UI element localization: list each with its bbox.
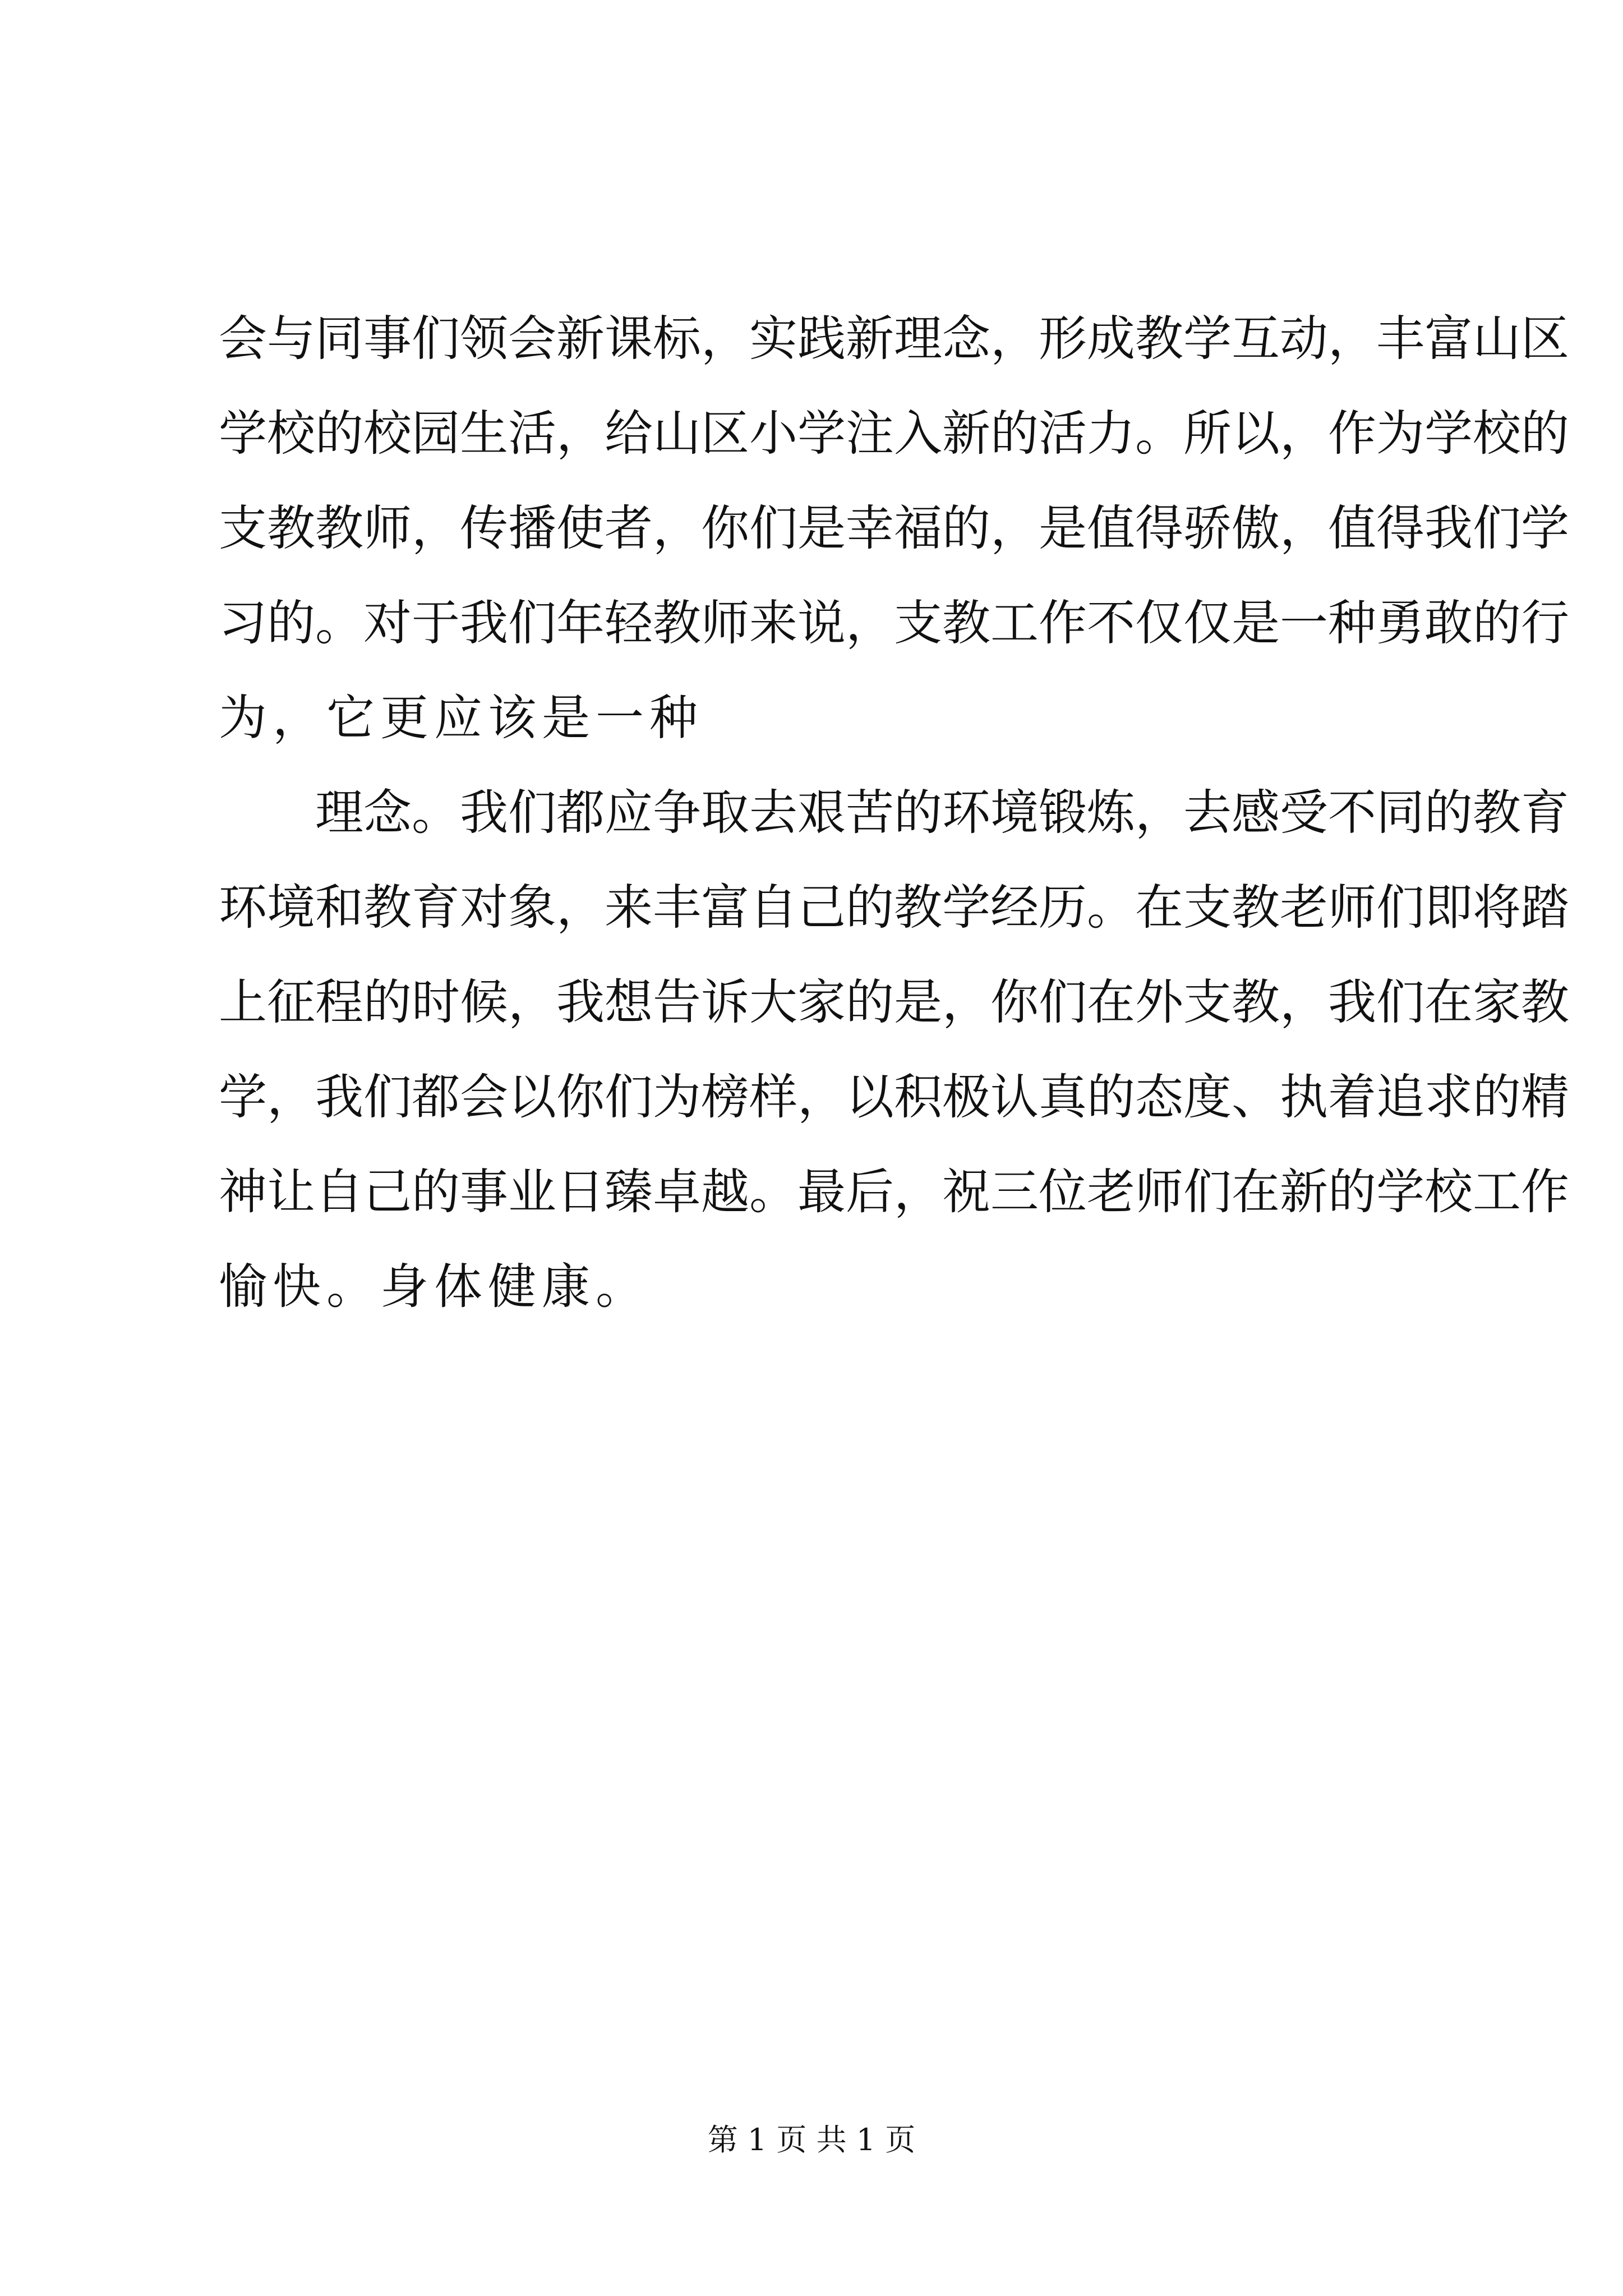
text-line: 环 境 和 教 育 对 象 ， 来 丰 富 自 己 的 教 学 经 历 。 在 支 教 老 师 们 即 将 踏 (219, 880, 1569, 936)
text-line: 支 教 教 师 ， 传 播 使 者 ， 你 们 是 幸 福 的 ， 是 值 得 骄 傲 ， 值 得 我 们 学 (219, 500, 1569, 556)
text-line: 神 让 自 己 的 事 业 日 臻 卓 越 。 最 后 ， 祝 三 位 老 师 们 在 新 的 学 校 工 作 (219, 1164, 1569, 1220)
page-footer: 第 1 页 共 1 页 (707, 2122, 916, 2157)
text-line: 会 与 同 事 们 领 会 新 课 标 ， 实 践 新 理 念 ， 形 成 教 学 互 动 ， 丰 富 山 区 (219, 311, 1569, 367)
text-line: 学 ， 我 们 都 会 以 你 们 为 榜 样 ， 以 积 极 认 真 的 态 度 、 执 着 追 求 的 精 (219, 1069, 1569, 1125)
text-line: 愉快。身体健康。 (219, 1259, 649, 1315)
text-line: 上 征 程 的 时 候 ， 我 想 告 诉 大 家 的 是 ， 你 们 在 外 支 教 ， 我 们 在 家 教 (219, 974, 1569, 1030)
text-line: 学 校 的 校 园 生 活 ， 给 山 区 小 学 注 入 新 的 活 力 。 所 以 ， 作 为 学 校 的 (219, 406, 1569, 462)
body-text (219, 292, 1569, 1335)
text-line: 习 的 。 对 于 我 们 年 轻 教 师 来 说 ， 支 教 工 作 不 仅 仅 是 一 种 勇 敢 的 行 (219, 595, 1569, 651)
text-line: 为，它更应该是一种 (219, 690, 703, 746)
text-line: 理 念 。 我 们 都 应 争 取 去 艰 苦 的 环 境 锻 炼 ， 去 感 受 不 同 的 教 育 (315, 785, 1569, 841)
